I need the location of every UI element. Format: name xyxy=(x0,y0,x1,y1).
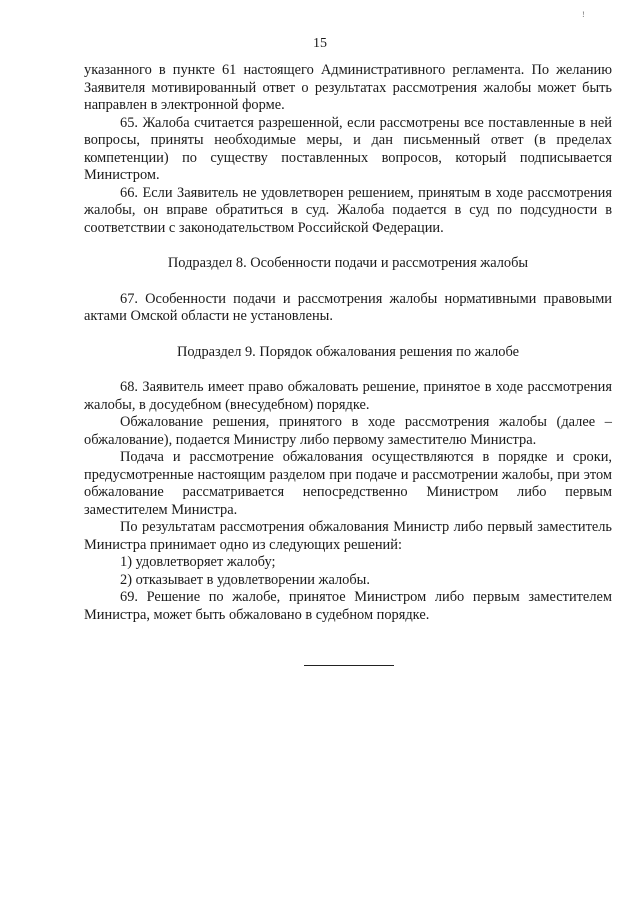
subsection-heading-8: Подраздел 8. Особенности подачи и рассмотрения жалобы xyxy=(167,255,529,271)
document-body xyxy=(84,62,612,624)
paragraph-67: 67. Особенности подачи и рассмотрения жалобы нормативными правовыми актами Омской области не установлены. xyxy=(84,290,612,324)
paragraph-68: 68. Заявитель имеет право обжаловать решение, принятое в ходе рассмотрения жалобы, в досудебном (внесудебном) порядке. xyxy=(84,379,612,413)
page-number: 15 xyxy=(313,36,327,51)
corner-mark: ! xyxy=(582,10,585,19)
paragraph-65: 65. Жалоба считается разрешенной, если рассмотрены все поставленные в ней вопросы, приняты необходимые меры, и дан письменный ответ (в пределах компетенции) по существу поставленных вопросов, который подписывается Министром. xyxy=(84,114,612,183)
paragraph-66: 66. Если Заявитель не удовлетворен решением, принятым в ходе рассмотрения жалобы, он вправе обратиться в суд. Жалоба подается в суд по подсудности в соответствии с законодательством Российской Федерации. xyxy=(84,184,612,236)
paragraph-continuation: указанного в пункте 61 настоящего Административного регламента. По желанию Заявителя мотивированный ответ о результатах рассмотрения жалобы может быть направлен в электронной форме. xyxy=(84,62,612,113)
end-of-document-rule xyxy=(304,665,394,666)
paragraph-68-procedure: Подача и рассмотрение обжалования осуществляются в порядке и сроки, предусмотренные настоящим разделом при подаче и рассмотрении жалобы, при этом обжалование рассматривается непосредственно Министром либо первым заместителем Министра. xyxy=(84,449,612,518)
paragraph-69: 69. Решение по жалобе, принятое Министром либо первым заместителем Министра, может быть обжаловано в судебном порядке. xyxy=(84,589,612,623)
subsection-heading-9: Подраздел 9. Порядок обжалования решения по жалобе xyxy=(176,343,519,360)
list-item-1: 1) удовлетворяет жалобу; xyxy=(120,554,276,570)
paragraph-68-decisions: По результатам рассмотрения обжалования Министр либо первый заместитель Министра принимает одно из следующих решений: xyxy=(84,519,612,553)
list-item-2: 2) отказывает в удовлетворении жалобы. xyxy=(120,571,370,588)
paragraph-68-appeal: Обжалование решения, принятого в ходе рассмотрения жалобы (далее – обжалование), подается Министру либо первому заместителю Министра. xyxy=(84,414,612,448)
